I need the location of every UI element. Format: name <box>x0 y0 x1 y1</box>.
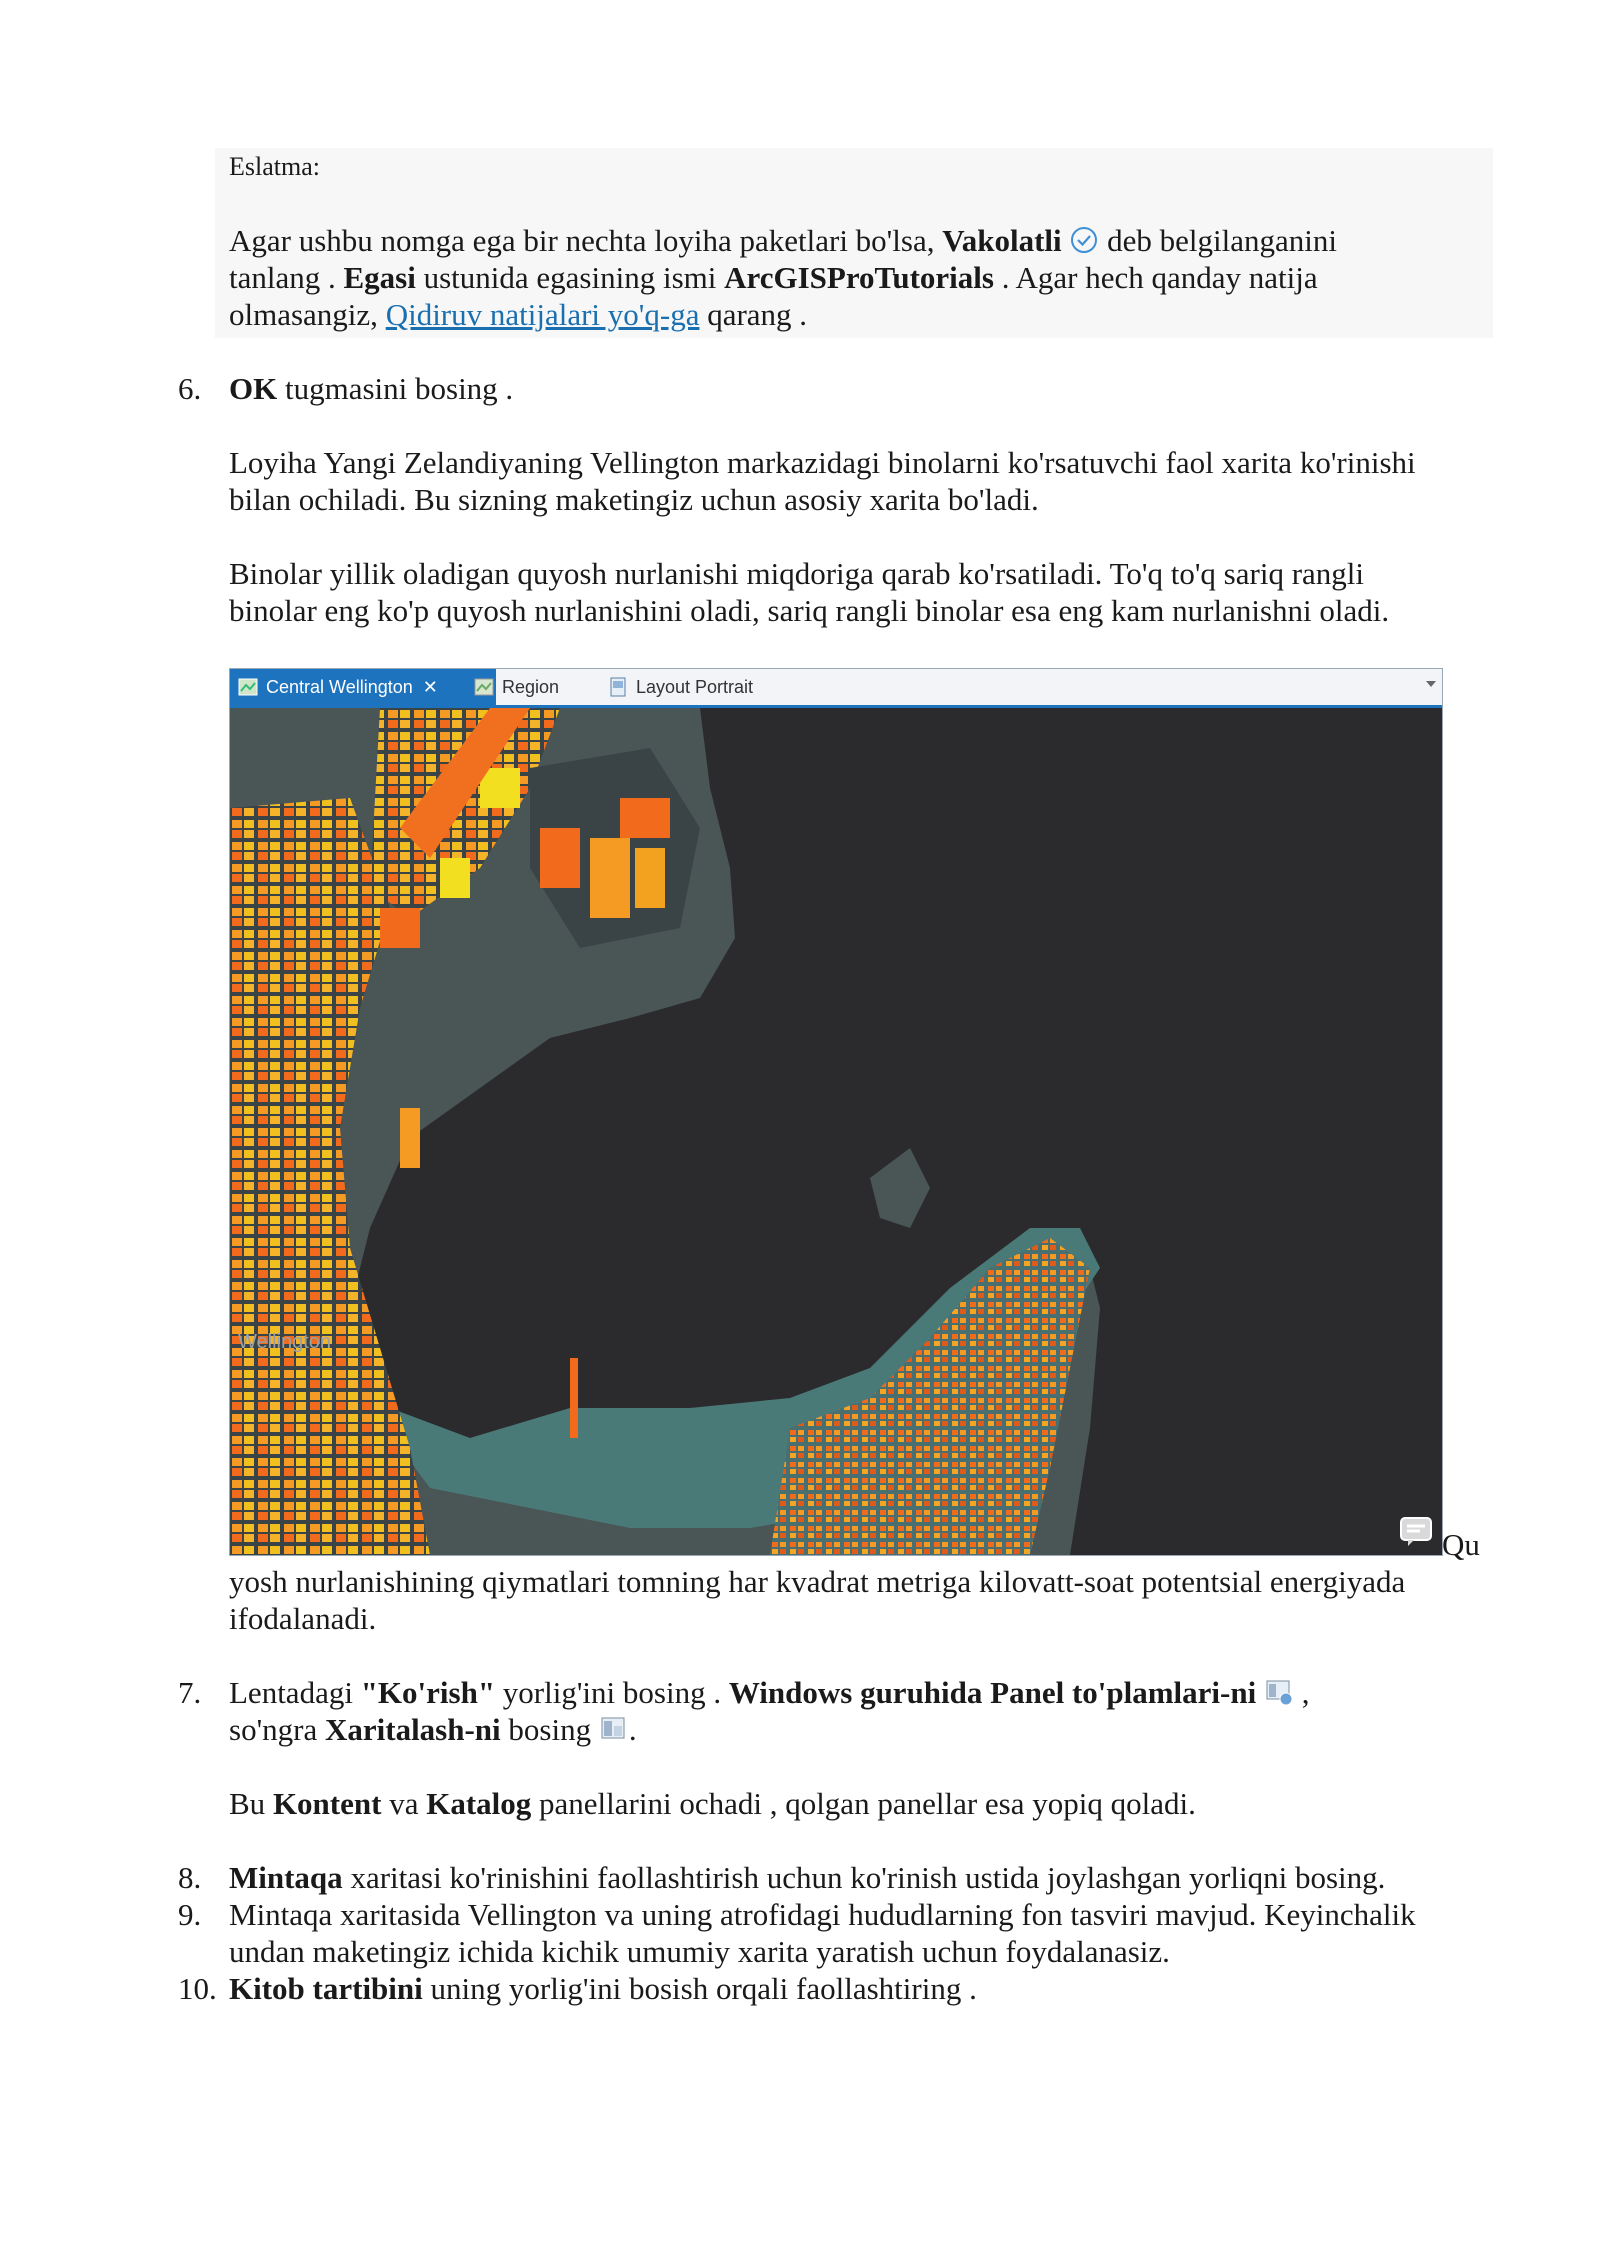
note-text: deb belgilanganini <box>1099 223 1338 258</box>
step-number: 6. <box>178 371 202 406</box>
tab-label: Central Wellington <box>266 677 413 697</box>
step-6-para1-l1: Loyiha Yangi Zelandiyaning Vellington markazidagi binolarni ko'rsatuvchi faol xarita ko'rinishi <box>229 445 1416 480</box>
map-canvas <box>230 708 1442 1555</box>
step-9-line-2: undan maketingiz ichida kichik umumiy xarita yaratish uchun foydalanasiz. <box>229 1934 1170 1969</box>
ok-label: OK <box>229 371 278 406</box>
step-text: , <box>1293 1675 1310 1710</box>
step-text: panellarini ochadi , qolgan panellar esa yopiq qoladi. <box>531 1786 1196 1821</box>
map-screenshot <box>229 668 1443 1556</box>
caption-line-1: yosh nurlanishining qiymatlari tomning har kvadrat metriga kilovatt-soat potentsial energiyada <box>229 1564 1406 1599</box>
caption-icon <box>1398 1514 1434 1548</box>
no-results-link[interactable]: Qidiruv natijalari yo'q-ga <box>385 297 700 332</box>
step-9-line-1: Mintaqa xaritasida Vellington va uning atrofidagi hududlarning fon tasviri mavjud. Keyinchalik <box>229 1897 1416 1932</box>
map-place-label: Wellington <box>238 1331 332 1353</box>
step-7-line-2 <box>229 1711 1489 1748</box>
region-label: Mintaqa <box>229 1860 343 1895</box>
tab-label: Layout Portrait <box>636 677 754 697</box>
note-text: tanlang . <box>229 260 344 295</box>
book-layout-label: Kitob tartibini <box>229 1971 423 2006</box>
chevron-down-icon[interactable] <box>1426 681 1436 687</box>
step-text: so'ngra <box>229 1712 325 1747</box>
step-6-para2-l2: binolar eng ko'p quyosh nurlanishini oladi, sariq rangli binolar esa eng kam nurlanishni oladi. <box>229 593 1390 628</box>
step-text: Bu <box>229 1786 273 1821</box>
note-bold-owner: Egasi <box>343 260 416 295</box>
step-text: va <box>381 1786 427 1821</box>
step-6-para1-l2: bilan ochiladi. Bu sizning maketingiz uchun asosiy xarita bo'ladi. <box>229 482 1039 517</box>
step-number: 9. <box>178 1897 202 1932</box>
contents-label: Kontent <box>272 1786 382 1821</box>
caption-tail: Qu <box>1442 1527 1480 1562</box>
step-7-line-1 <box>229 1674 1489 1711</box>
step-number: 7. <box>178 1675 202 1710</box>
note-bold-authoritative: Vakolatli <box>942 223 1062 258</box>
note-text: qarang . <box>699 297 808 332</box>
check-circle-icon <box>1069 225 1099 255</box>
tab-central-wellington[interactable] <box>230 669 496 705</box>
map-icon <box>238 677 258 697</box>
step-text: . <box>628 1712 637 1747</box>
note-text: olmasangiz, <box>229 297 386 332</box>
step-text: yorlig'ini bosing . <box>495 1675 729 1710</box>
close-icon[interactable]: ✕ <box>422 677 438 697</box>
note-bold-owner-name: ArcGISProTutorials <box>724 260 994 295</box>
panel-sets-label: Windows guruhida Panel to'plamlari-ni <box>728 1675 1257 1710</box>
step-text: uning yorlig'ini bosish orqali faollashtiring . <box>422 1971 977 2006</box>
step-number: 10. <box>178 1971 217 2006</box>
mapping-label: Xaritalash-ni <box>324 1712 501 1747</box>
note-line-3 <box>229 296 1489 333</box>
note-text: . Agar hech qanday natija <box>993 260 1318 295</box>
note-text: Agar ushbu nomga ega bir nechta loyiha paketlari bo'lsa, <box>229 223 943 258</box>
mapping-icon <box>599 1714 629 1744</box>
step-6-text <box>229 370 1489 407</box>
note-title: Eslatma: <box>229 152 320 181</box>
note-line-2 <box>229 259 1489 296</box>
map-icon <box>474 677 494 697</box>
step-6-para2-l1: Binolar yillik oladigan quyosh nurlanishi miqdoriga qarab ko'rsatiladi. To'q to'q sariq rangli <box>229 556 1364 591</box>
catalog-label: Katalog <box>426 1786 532 1821</box>
caption-line-2: ifodalanadi. <box>229 1601 377 1636</box>
step-8-text <box>229 1859 1489 1896</box>
tab-layout-portrait[interactable] <box>600 669 816 705</box>
step-10-text <box>229 1970 1489 2007</box>
step-text: bosing <box>500 1712 592 1747</box>
step-text: tugmasini bosing . <box>277 371 514 406</box>
layout-icon <box>608 677 628 697</box>
step-text: Lentadagi <box>229 1675 361 1710</box>
step-text: xaritasi ko'rinishini faollashtirish uchun ko'rinish ustida joylashgan yorliqni bosing. <box>342 1860 1386 1895</box>
step-number: 8. <box>178 1860 202 1895</box>
note-text: ustunida egasining ismi <box>415 260 725 295</box>
map-tab-bar <box>230 669 1442 708</box>
pane-sets-icon <box>1264 1677 1294 1707</box>
note-line-1 <box>229 222 1489 259</box>
tab-label: Region <box>502 677 560 697</box>
tab-region[interactable] <box>466 669 622 705</box>
view-tab-label: "Ko'rish" <box>360 1675 496 1710</box>
step-7-para <box>229 1785 1489 1822</box>
